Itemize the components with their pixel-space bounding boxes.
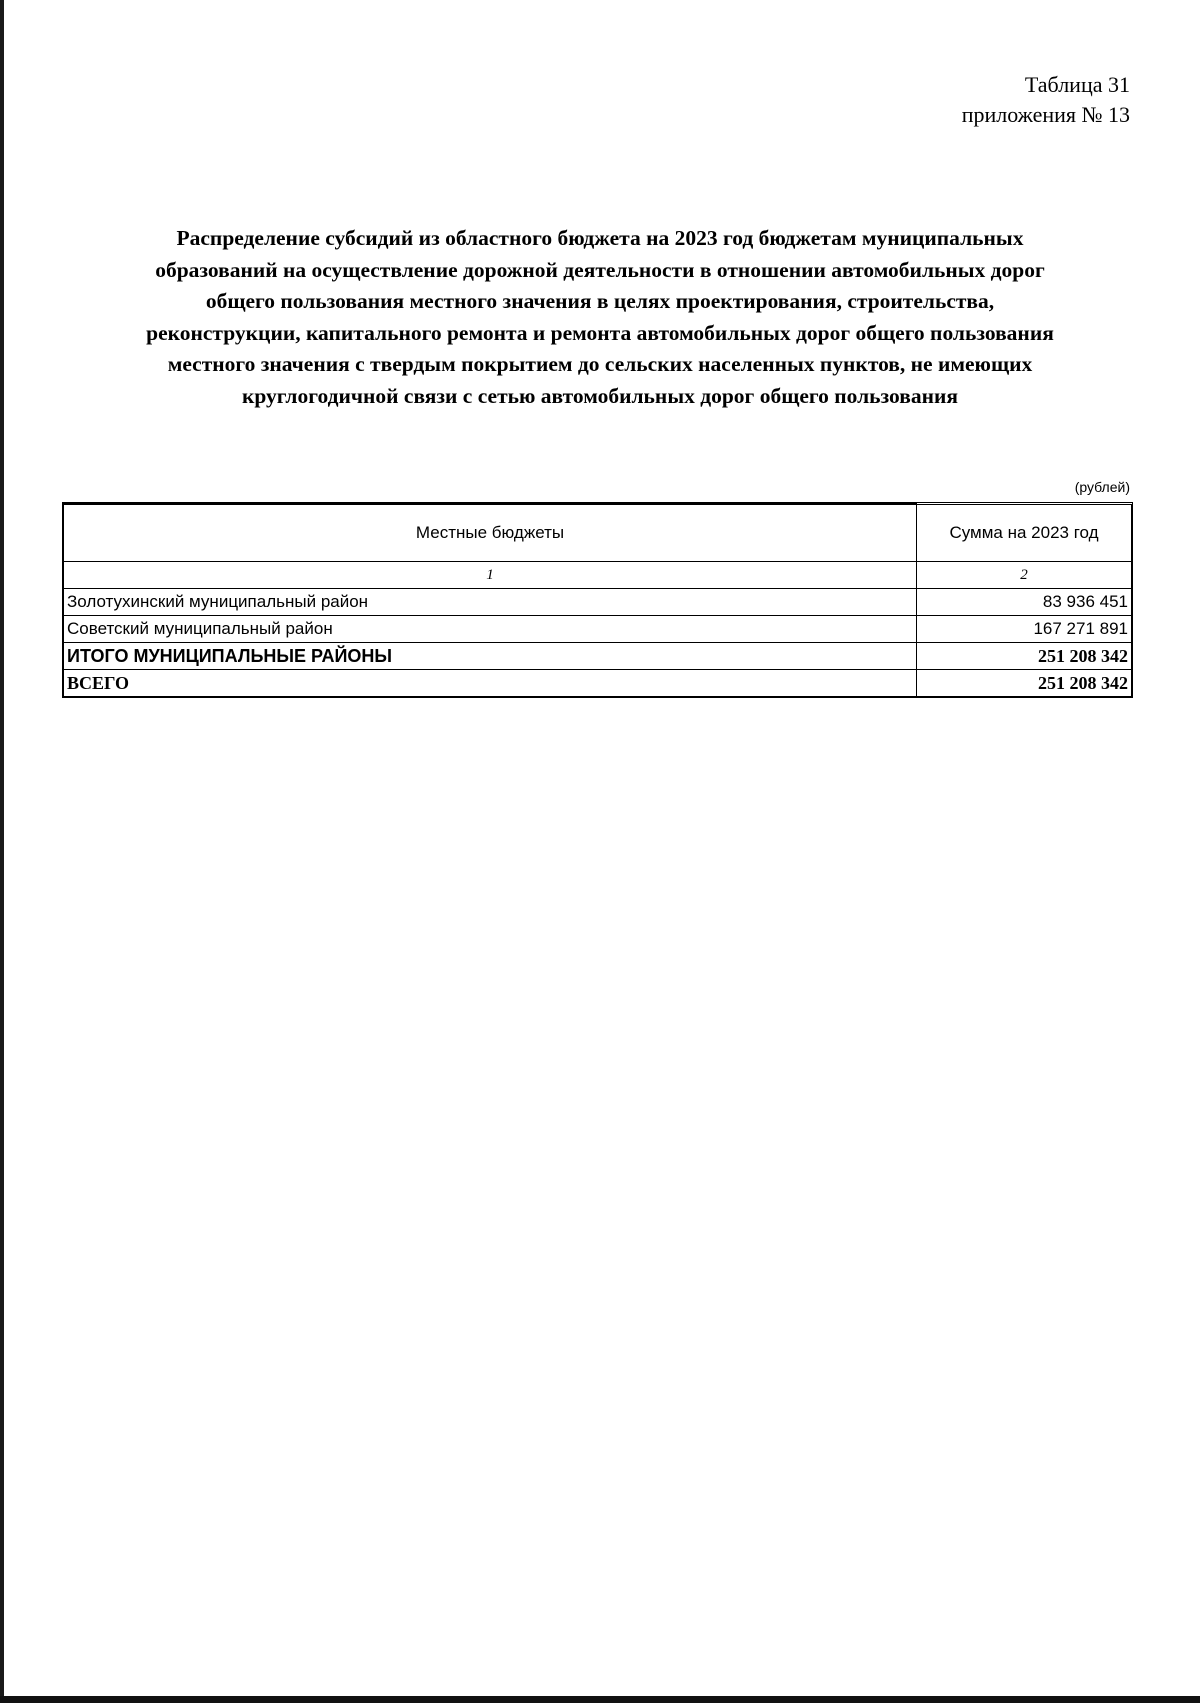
appendix-ref-label: приложения № 13 [961, 102, 1130, 127]
table-row [64, 616, 1132, 643]
subtotal-amount: 251 208 342 [917, 643, 1132, 670]
title-line: общего пользования местного значения в целях проектирования, строительства, [205, 289, 995, 313]
row-name: Золотухинский муниципальный район [64, 589, 917, 616]
column-header-budgets: Местные бюджеты [64, 504, 917, 562]
row-amount: 83 936 451 [917, 589, 1132, 616]
subtotal-name: ИТОГО МУНИЦИПАЛЬНЫЕ РАЙОНЫ [64, 643, 917, 670]
column-header-amount: Сумма на 2023 год [917, 504, 1132, 562]
budget-table [63, 503, 1132, 697]
total-amount: 251 208 342 [917, 670, 1132, 697]
title-line: образований на осуществление дорожной деятельности в отношении автомобильных дорог [155, 257, 1045, 282]
header-reference [962, 70, 1130, 130]
table-row [64, 589, 1132, 616]
subtotal-row [64, 643, 1132, 670]
units-label: (рублей) [1074, 479, 1130, 495]
total-name: ВСЕГО [64, 670, 917, 697]
row-amount: 167 271 891 [917, 616, 1132, 643]
title-line: реконструкции, капитального ремонта и ремонта автомобильных дорог общего пользования [146, 320, 1054, 345]
column-number-row [64, 562, 1132, 589]
scan-edge-bottom [0, 1696, 1200, 1703]
table-header-row [64, 504, 1132, 562]
document-title [70, 223, 1130, 412]
total-row [64, 670, 1132, 697]
title-line: круглогодичной связи с сетью автомобильных дорог общего пользования [241, 383, 959, 408]
title-line: Распределение субсидий из областного бюджета на 2023 год бюджетам муниципальных [176, 226, 1024, 250]
scan-edge-left [0, 0, 4, 1703]
column-number: 2 [917, 562, 1132, 589]
table-ref-label: Таблица 31 [1024, 72, 1130, 97]
column-number: 1 [64, 562, 917, 589]
title-line: местного значения с твердым покрытием до сельских населенных пунктов, не имеющих [167, 352, 1033, 376]
row-name: Советский муниципальный район [64, 616, 917, 643]
